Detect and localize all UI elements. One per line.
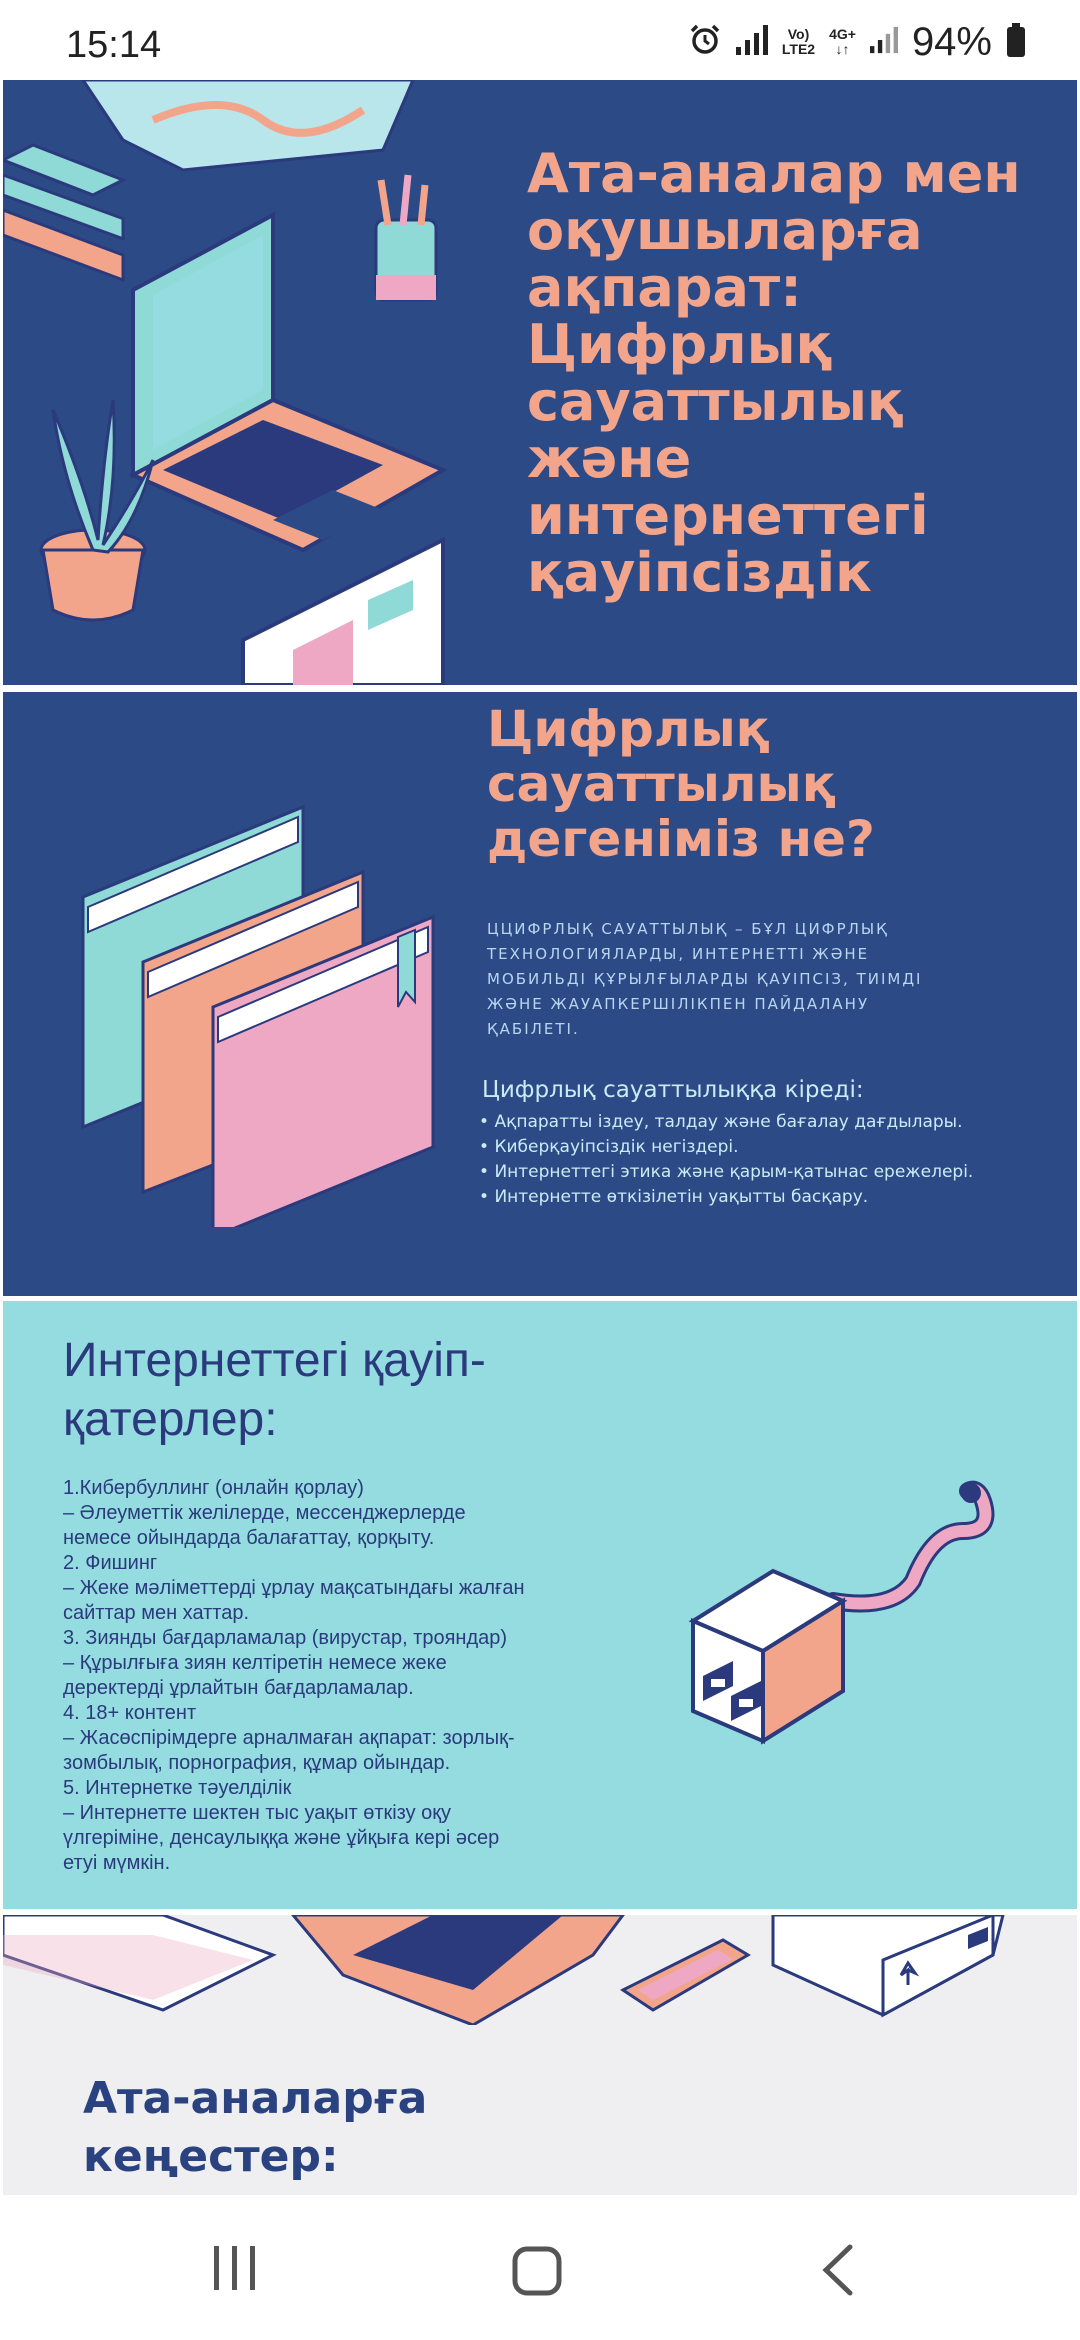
list-item: 2. Фишинг	[63, 1552, 158, 1574]
risks-list	[63, 1476, 643, 1876]
home-icon[interactable]	[512, 2246, 562, 2300]
list-item: 5. Интернетке тәуелділік	[63, 1777, 292, 1799]
desk-top-illustration	[3, 1915, 1077, 2025]
includes-heading: Цифрлық сауаттылыққа кіреді:	[482, 1077, 864, 1103]
list-item: зомбылық, порнография, құмар ойындар.	[63, 1752, 451, 1774]
list-item: • Интернетте өткізілетін уақытты басқару.	[479, 1185, 1059, 1210]
volte-indicator	[782, 27, 815, 57]
list-item: үлгеріміне, денсаулыққа және ұйқыға кері әсер	[63, 1827, 500, 1849]
slide-parent-tips-heading: Ата-аналарға кеңестер:	[83, 2073, 428, 2182]
folders-illustration	[63, 787, 463, 1227]
list-item: – Жеке мәліметтерді ұрлау мақсатындағы жалған	[63, 1577, 525, 1599]
battery-percent: 94%	[911, 19, 992, 64]
plug-illustration	[663, 1471, 1003, 1751]
status-icons	[688, 20, 1026, 64]
navigation-bar	[0, 2196, 1080, 2340]
status-time: 15:14	[66, 24, 162, 66]
list-item: сайттар мен хаттар.	[63, 1602, 250, 1624]
list-item: немесе ойындарда балағаттау, қорқыту.	[63, 1527, 435, 1549]
list-item: • Интернеттегі этика және қарым-қатынас ережелері.	[479, 1160, 1059, 1185]
list-item: – Құрылғыға зиян келтіретін немесе жеке	[63, 1652, 447, 1674]
recents-icon[interactable]	[212, 2244, 258, 2296]
slide-digital-literacy-heading: Цифрлық сауаттылық дегеніміз не?	[487, 700, 875, 868]
data-arrows-label: ↓↑	[835, 41, 850, 57]
slide-digital-literacy	[3, 692, 1077, 1296]
list-item: – Әлеуметтік желілерде, мессенджерлерде	[63, 1502, 466, 1524]
includes-list	[479, 1110, 1059, 1210]
slide-internet-risks	[3, 1301, 1077, 1909]
list-item: 3. Зиянды бағдарламалар (вирустар, трояндар)	[63, 1627, 508, 1649]
list-item: деректерді ұрлайтын бағдарламалар.	[63, 1677, 414, 1699]
list-item: • Ақпаратты іздеу, талдау және бағалау дағдылары.	[479, 1110, 1059, 1135]
list-item: 4. 18+ контент	[63, 1702, 197, 1724]
slide-parent-tips	[3, 1915, 1077, 2195]
list-item: 1.Кибербуллинг (онлайн қорлау)	[63, 1477, 364, 1499]
list-item: етуі мүмкін.	[63, 1852, 171, 1874]
workspace-illustration	[3, 80, 483, 685]
signal-icon	[736, 25, 768, 59]
signal-icon-secondary	[870, 26, 898, 58]
list-item: • Киберқауіпсіздік негіздері.	[479, 1135, 1059, 1160]
definition-text: ЦЦИФРЛЫҚ САУАТТЫЛЫҚ – БҰЛ ЦИФРЛЫҚ ТЕХНОЛОГИЯЛАРДЫ, ИНТЕРНЕТТІ ЖӘНЕ МОБИЛЬДІ ҚҰРЫЛҒЫЛАРДЫ ҚАУІПСІЗ, ТИІМДІ ЖӘНЕ ЖАУАПКЕРШІЛІКПЕН ПАЙДАЛАНУ ҚАБІЛЕТІ.	[487, 920, 923, 1038]
slide-internet-risks-heading: Интернеттегі қауіп-қатерлер:	[63, 1334, 486, 1446]
lte2-label: LTE2	[781, 41, 816, 57]
data-indicator	[829, 27, 856, 57]
slide-title	[3, 80, 1077, 685]
volte-label: Vo)	[787, 26, 810, 42]
status-bar	[0, 0, 1080, 80]
battery-icon	[1006, 23, 1026, 61]
list-item: – Жасөспірімдерге арналмаған ақпарат: зорлық-	[63, 1727, 515, 1749]
slide-title-heading: Ата-аналар мен оқушыларға ақпарат: Цифрлық сауаттылық және интернеттегі қауіпсіздік	[527, 142, 1021, 604]
alarm-icon	[688, 23, 722, 61]
list-item: – Интернетте шектен тыс уақыт өткізу оқу	[63, 1802, 452, 1824]
data-type-label: 4G+	[829, 26, 856, 42]
back-icon[interactable]	[820, 2244, 854, 2300]
